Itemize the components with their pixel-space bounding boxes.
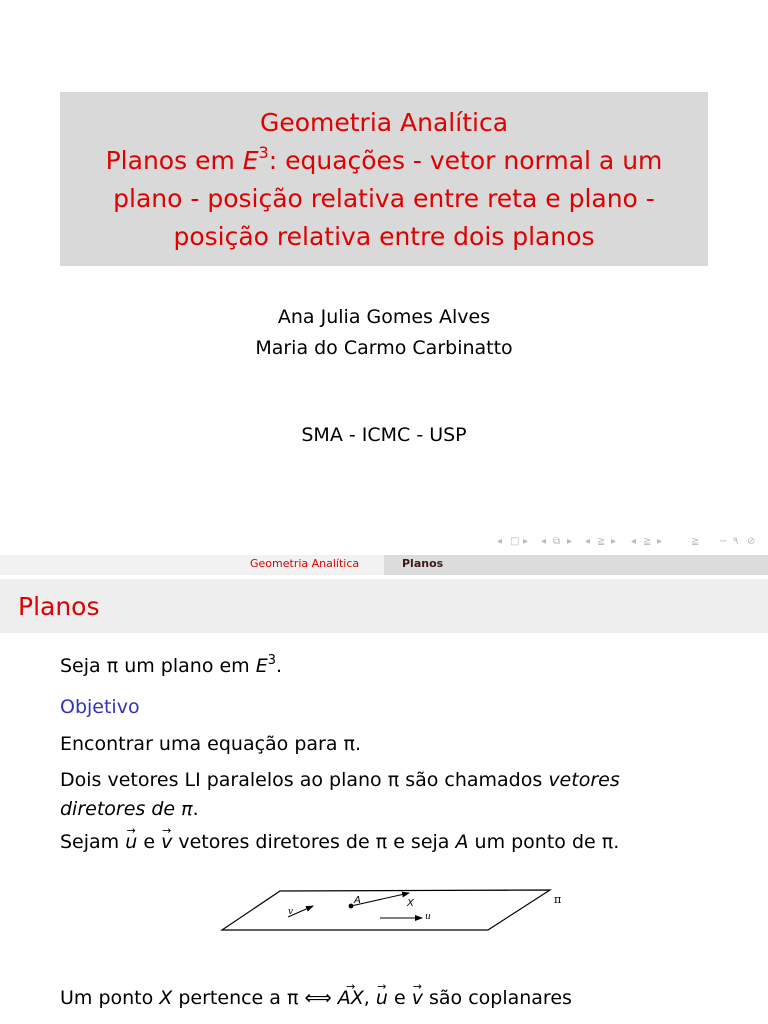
navigation-symbols <box>497 535 765 549</box>
nav-section-icon[interactable]: ≧ <box>597 536 606 547</box>
institute: SMA - ICMC - USP <box>301 424 467 446</box>
author-name: Ana Julia Gomes Alves <box>277 306 491 328</box>
nav-prev-arrow-icon[interactable]: ◂ <box>497 536 503 547</box>
label-x: X <box>407 898 414 909</box>
label-a: A <box>354 895 361 906</box>
text-line: Encontrar uma equação para π. <box>60 733 362 755</box>
text-line: Seja π um plano em $E^3$. <box>60 653 283 677</box>
frame-title: Planos <box>18 592 100 621</box>
nav-forward-icon[interactable]: ⊘ <box>747 536 756 547</box>
label-v: v <box>288 907 294 917</box>
authors <box>0 302 768 364</box>
nav-prev-arrow-icon[interactable]: ◂ <box>631 536 637 547</box>
nav-next-arrow-icon[interactable]: ▸ <box>567 536 573 547</box>
frame-title-bar <box>0 579 768 633</box>
label-u: u <box>425 912 431 922</box>
nav-document-icon[interactable]: ≧ <box>691 536 700 547</box>
text-line: Um ponto X pertence a π ⟺ → AX, → u e → v são coplanares <box>60 984 572 1012</box>
vector-u: → u <box>376 984 388 1012</box>
text-line: diretores de π. <box>60 798 199 820</box>
nav-back-icon[interactable]: ∽ <box>719 536 728 547</box>
nav-section-icon[interactable]: ≧ <box>643 536 652 547</box>
headline-bar <box>0 555 768 575</box>
nav-next-arrow-icon[interactable]: ▸ <box>657 536 663 547</box>
text-line: Sejam → u e → v vetores diretores de π e seja A um ponto de π. <box>60 828 619 856</box>
plane-figure <box>220 885 580 937</box>
nav-prev-arrow-icon[interactable]: ◂ <box>585 536 591 547</box>
presentation-subtitle-line-3: posição relativa entre dois planos <box>173 222 595 251</box>
vector-v: → v <box>412 984 423 1012</box>
title-box <box>60 92 708 266</box>
vector-v: → v <box>161 828 172 856</box>
text-line: Dois vetores LI paralelos ao plano π são chamados vetores <box>60 769 620 791</box>
label-pi: π <box>554 893 562 906</box>
vector-u: → u <box>125 828 137 856</box>
presentation-subtitle-line-1: Planos em $E^3$: equações - vetor normal a um <box>105 143 663 175</box>
nav-prev-arrow-icon[interactable]: ◂ <box>541 536 547 547</box>
nav-search-icon[interactable]: ۹ <box>733 536 739 547</box>
headline-subsection-link[interactable]: Planos <box>402 557 444 570</box>
nav-subsection-icon[interactable]: ⧉ <box>553 536 561 547</box>
nav-next-arrow-icon[interactable]: ▸ <box>611 536 617 547</box>
nav-frame-icon[interactable]: □ <box>510 536 520 547</box>
author-name: Maria do Carmo Carbinatto <box>255 337 513 359</box>
plane-parallelogram <box>222 890 550 930</box>
presentation-subtitle-line-2: plano - posição relativa entre reta e plano - <box>113 184 655 213</box>
headline-section-link[interactable]: Geometria Analítica <box>250 557 360 570</box>
nav-next-arrow-icon[interactable]: ▸ <box>523 536 529 547</box>
vector-ax: → AX <box>338 984 364 1012</box>
presentation-title: Geometria Analítica <box>259 108 509 137</box>
block-title-objetivo: Objetivo <box>60 696 140 718</box>
